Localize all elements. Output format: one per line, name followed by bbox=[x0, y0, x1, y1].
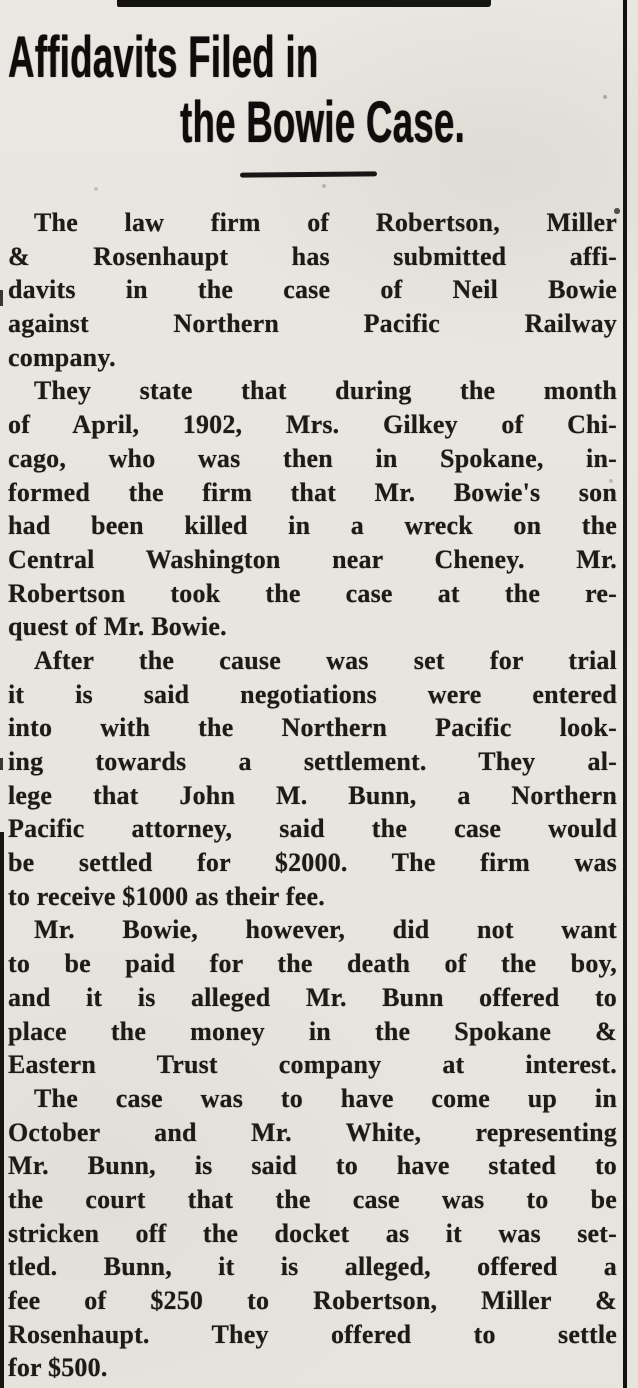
headline-divider-rule bbox=[240, 171, 377, 177]
left-rule-fragment bbox=[0, 290, 3, 306]
right-column-divider-rule bbox=[623, 0, 627, 1388]
body-line: and it is alleged Mr. Bunn offered to bbox=[8, 982, 617, 1012]
body-line: Mr. Bunn, is said to have stated to bbox=[8, 1151, 617, 1181]
body-line: Mr. Bowie, however, did not want bbox=[34, 915, 617, 945]
paragraph bbox=[8, 1082, 617, 1385]
body-line: davits in the case of Neil Bowie bbox=[8, 275, 617, 305]
headline-line-2: the Bowie Case. bbox=[180, 90, 465, 155]
headline-line-1: Affidavits Filed in bbox=[8, 25, 319, 90]
body-line: Eastern Trust company at interest. bbox=[8, 1050, 617, 1080]
body-line: Pacific attorney, said the case would bbox=[8, 814, 617, 844]
body-line: it is said negotiations were entered bbox=[8, 679, 617, 709]
article-body bbox=[8, 206, 617, 1385]
body-line: the court that the case was to be bbox=[8, 1184, 617, 1214]
paragraph bbox=[8, 913, 617, 1081]
body-line: & Rosenhaupt has submitted affi- bbox=[8, 241, 617, 271]
body-line: stricken off the docket as it was set- bbox=[8, 1218, 617, 1248]
body-line: tled. Bunn, it is alleged, offered a bbox=[8, 1252, 617, 1282]
body-line: fee of $250 to Robertson, Miller & bbox=[8, 1286, 617, 1315]
body-line: lege that John M. Bunn, a Northern bbox=[8, 780, 617, 810]
scan-ink-specks bbox=[0, 0, 2, 2]
body-line: for $500. bbox=[8, 1353, 108, 1383]
body-line: The case was to have come up in bbox=[34, 1083, 617, 1113]
body-line: against Northern Pacific Railway bbox=[8, 309, 617, 339]
body-line: ing towards a settlement. They al- bbox=[8, 747, 617, 776]
left-rule-fragment bbox=[0, 758, 3, 770]
body-line: October and Mr. White, representing bbox=[8, 1117, 617, 1147]
body-line: of April, 1902, Mrs. Gilkey of Chi- bbox=[8, 410, 617, 440]
body-line: to be paid for the death of the boy, bbox=[8, 949, 617, 979]
body-line: They state that during the month bbox=[34, 376, 617, 406]
body-line: into with the Northern Pacific look- bbox=[8, 713, 617, 743]
body-line: to receive $1000 as their fee. bbox=[8, 881, 325, 911]
body-line: cago, who was then in Spokane, in- bbox=[8, 443, 617, 473]
body-line: formed the firm that Mr. Bowie's son bbox=[8, 477, 617, 507]
body-line: company. bbox=[8, 342, 116, 372]
left-column-divider-rule bbox=[0, 832, 4, 1388]
paragraph bbox=[8, 374, 617, 644]
paragraph bbox=[8, 644, 617, 914]
body-line: After the cause was set for trial bbox=[34, 645, 617, 675]
body-line: had been killed in a wreck on the bbox=[8, 511, 617, 541]
body-line: place the money in the Spokane & bbox=[8, 1016, 617, 1046]
top-column-rule bbox=[117, 0, 491, 7]
body-line: Robertson took the case at the re- bbox=[8, 578, 617, 608]
body-line: The law firm of Robertson, Miller bbox=[34, 208, 617, 237]
body-line: Rosenhaupt. They offered to settle bbox=[8, 1319, 617, 1349]
body-line: be settled for $2000. The firm was bbox=[8, 848, 617, 878]
paragraph bbox=[8, 206, 617, 374]
body-line: Central Washington near Cheney. Mr. bbox=[8, 544, 617, 574]
body-line: quest of Mr. Bowie. bbox=[8, 612, 227, 642]
